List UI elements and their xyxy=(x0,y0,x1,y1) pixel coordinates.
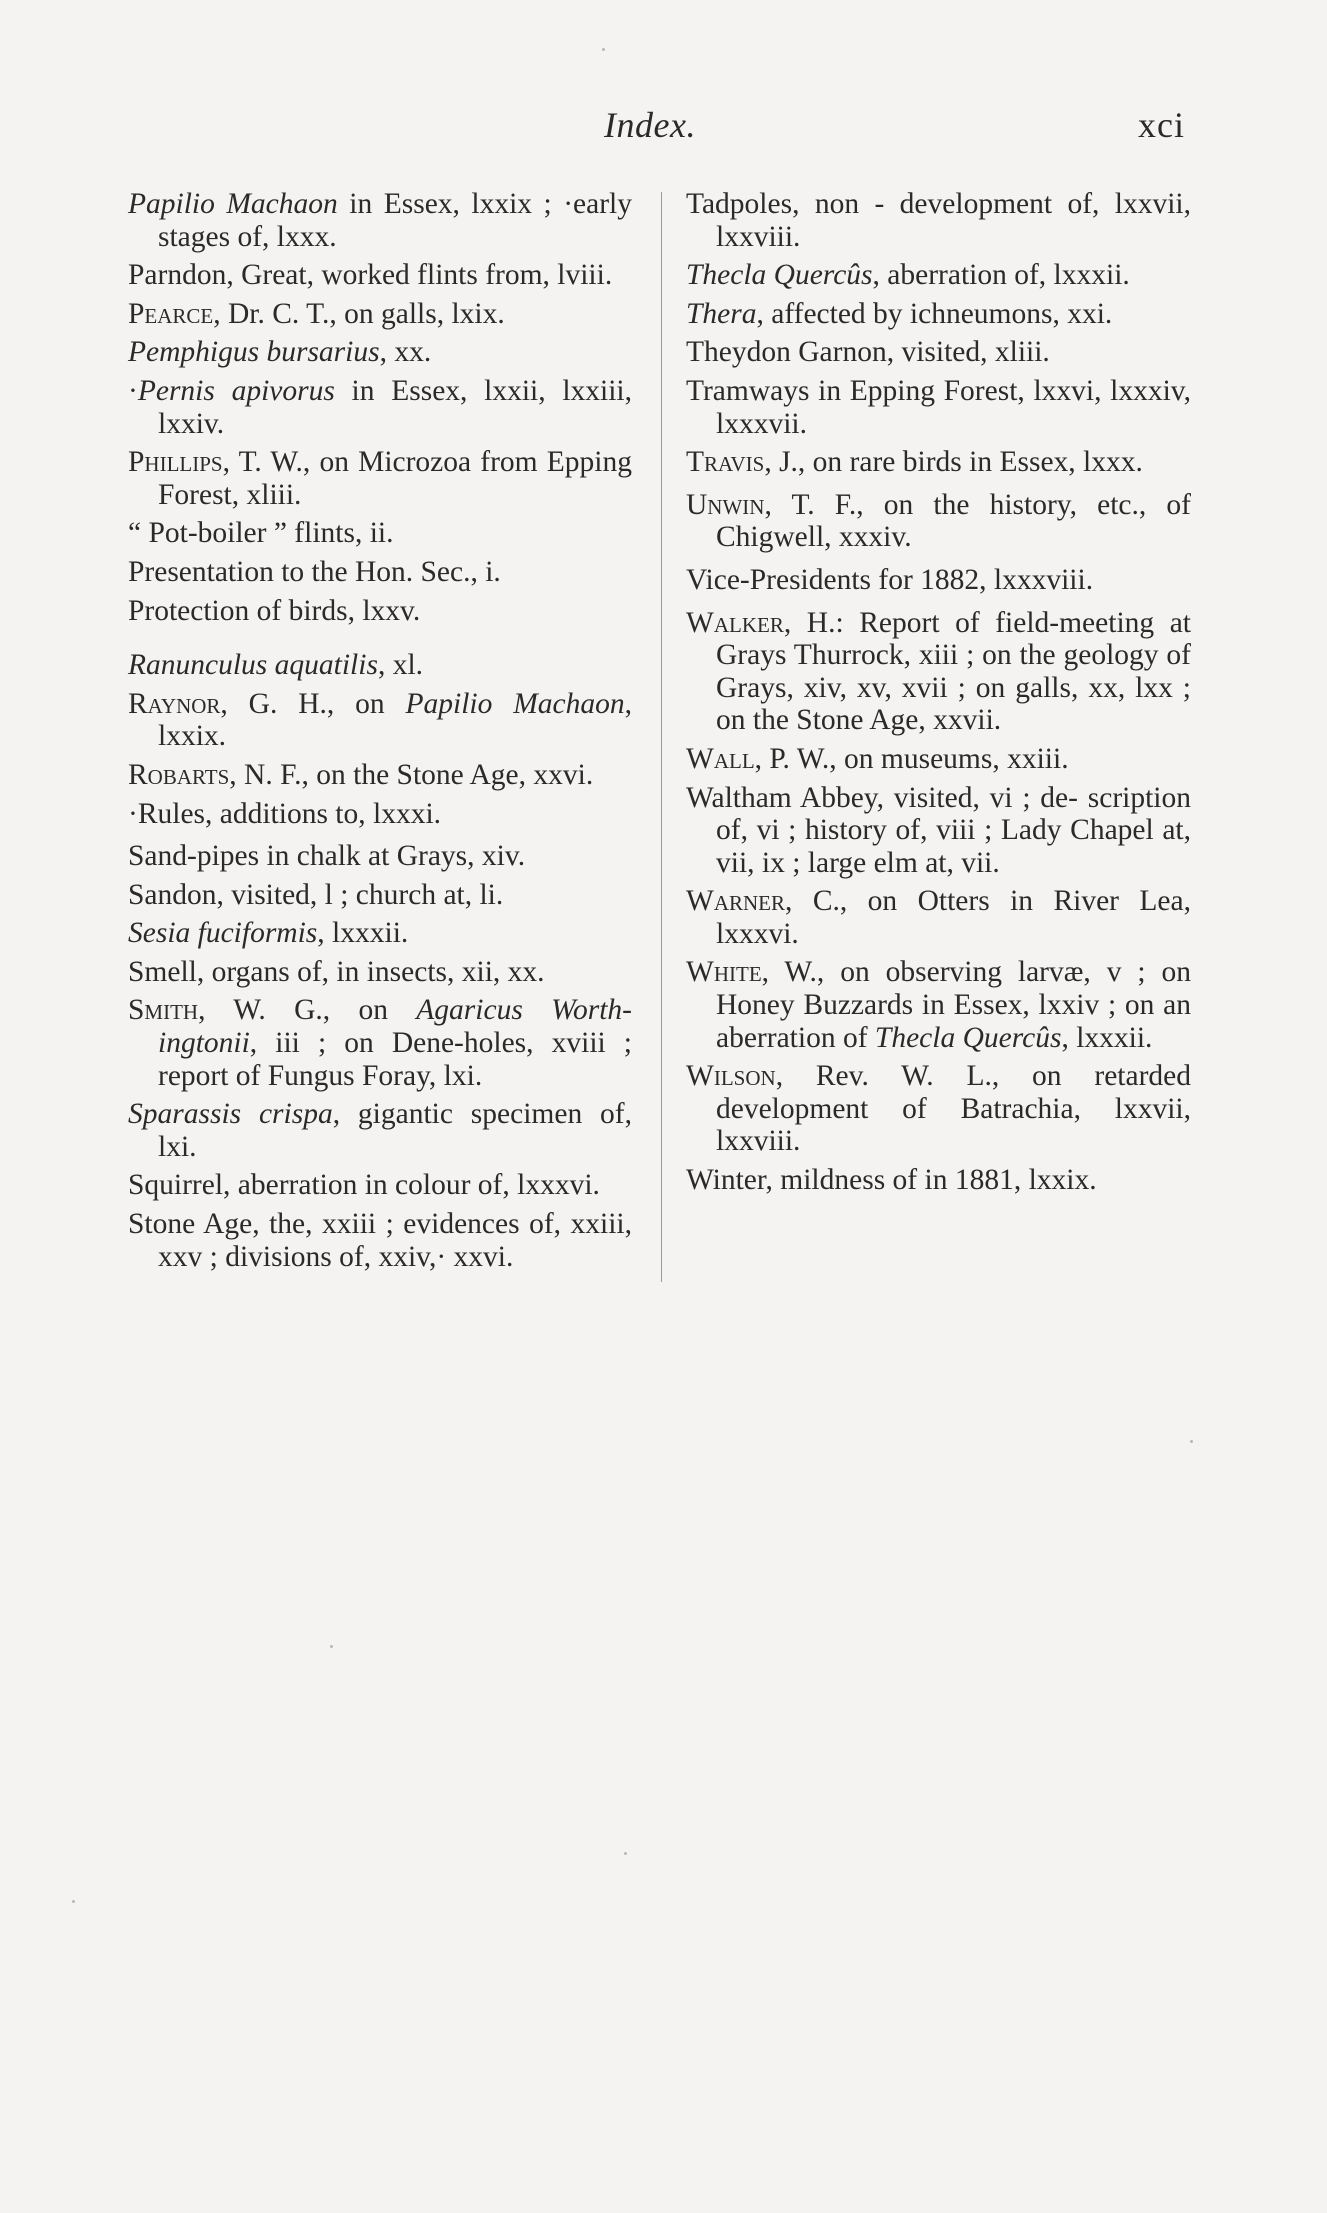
index-entry-text: Squirrel, aberration in colour of, lxxxvi. xyxy=(128,1169,600,1202)
index-entry xyxy=(686,259,1191,292)
index-entry-text: , iii ; on Dene-holes, xviii ; report of Fungus Foray, lxi. xyxy=(158,1027,632,1092)
index-entry xyxy=(128,517,632,550)
index-entry-text: , H.: Report of field-meeting at Grays Thurrock, xiii ; on the geology of Grays, xiv, xv, xvii ; on galls, xx, lxx ; on the Stone Age, xxvii. xyxy=(716,606,1191,737)
index-entry-text: Tadpoles, non - development of, lxxvii, lxxviii. xyxy=(686,188,1191,253)
index-entry-text: Sandon, visited, l ; church at, li. xyxy=(128,878,504,911)
index-entry xyxy=(128,956,632,989)
index-entry-text: Smith xyxy=(128,994,199,1027)
index-entry xyxy=(128,375,632,440)
index-entry xyxy=(128,840,632,873)
index-entry-text: Thera xyxy=(686,297,757,330)
paper-speck xyxy=(72,1900,75,1903)
index-entry-text: Unwin xyxy=(686,488,765,521)
index-entry-text: Walker xyxy=(686,606,784,639)
index-entry-text: Robarts xyxy=(128,758,230,791)
index-entry-text: , P. W., on museums, xxiii. xyxy=(754,742,1069,775)
index-entry-text: Tramways in Epping Forest, lxxvi, lxxxiv, lxxxvii. xyxy=(686,374,1191,440)
index-entry-text: Presentation to the Hon. Sec., i. xyxy=(128,555,501,588)
page-number: xci xyxy=(1138,105,1185,145)
index-entry-text: in Essex, lxxii, lxxiii, lxxiv. xyxy=(158,374,632,440)
index-entry-text: Winter, mildness of in 1881, lxxix. xyxy=(686,1164,1097,1197)
index-entry-text: Agaricus Worth- ingtonii xyxy=(158,994,632,1060)
index-entry xyxy=(686,607,1191,737)
index-entry-text: Protection of birds, lxxv. xyxy=(128,594,421,627)
index-entry-text: , Rev. W. L., on retarded development of Batrachia, lxxvii, lxxviii. xyxy=(716,1060,1191,1158)
index-entry xyxy=(128,649,632,682)
index-entry xyxy=(686,446,1191,479)
index-entry-text: Ranunculus aquatilis xyxy=(128,649,378,682)
index-entry xyxy=(128,188,632,253)
index-entry-text: · xyxy=(128,374,138,407)
index-entry xyxy=(686,336,1191,369)
index-entry-text: , gigantic specimen of, lxi. xyxy=(158,1098,632,1163)
index-entry xyxy=(128,1208,632,1273)
index-entry-text: , T. F., on the history, etc., of Chigwell, xxxiv. xyxy=(716,488,1191,554)
index-entry-text: Parndon, Great, worked flints from, lviii. xyxy=(128,259,613,292)
running-head-title: Index. xyxy=(604,105,696,145)
index-entry-text: Sand-pipes in chalk at Grays, xiv. xyxy=(128,840,526,873)
index-entry-text: Theydon Garnon, visited, xliii. xyxy=(686,336,1050,369)
index-entry xyxy=(686,743,1191,776)
paper-speck xyxy=(330,1645,333,1648)
index-entry-text: , W., on observing larvæ, v ; on Honey Buzzards in Essex, lxxiv ; on an aberration of xyxy=(716,956,1191,1054)
index-entry xyxy=(128,446,632,511)
index-entry xyxy=(686,956,1191,1054)
index-entry xyxy=(128,298,632,331)
column-divider xyxy=(661,192,662,1282)
index-entry-text: , Dr. C. T., on galls, lxix. xyxy=(213,297,505,330)
index-entry xyxy=(128,336,632,369)
index-entry-text: , W. G., on xyxy=(198,994,417,1027)
index-entry-text: Papilio Machaon xyxy=(128,188,338,220)
index-column-left xyxy=(128,188,632,1279)
index-entry-text: , lxxxii. xyxy=(317,917,409,950)
index-entry xyxy=(686,489,1191,554)
paper-speck xyxy=(624,1852,627,1855)
index-entry-text: Sesia fuciformis xyxy=(128,917,318,950)
index-entry-text: , affected by ichneumons, xxi. xyxy=(756,297,1113,330)
paper-speck xyxy=(1190,1440,1193,1443)
paper-speck xyxy=(602,48,605,51)
index-entry-text: Pemphigus bursarius xyxy=(128,336,380,369)
index-entry-text: Sparassis crispa xyxy=(128,1098,333,1131)
index-entry-text: , xl. xyxy=(377,649,424,682)
index-entry xyxy=(686,298,1191,331)
index-entry xyxy=(686,1060,1191,1158)
index-entry xyxy=(128,1098,632,1163)
index-entry-text: Waltham Abbey, visited, vi ; de- scription of, vi ; history of, viii ; Lady Chapel at, vii, ix ; large elm at, vii. xyxy=(686,781,1191,879)
index-entry-text: , lxxix. xyxy=(158,687,632,753)
index-entry-text: , lxxxii. xyxy=(1061,1021,1153,1054)
index-entry xyxy=(686,188,1191,253)
index-entry xyxy=(128,1169,632,1202)
index-entry xyxy=(128,994,632,1092)
index-entry-text: , C., on Otters in River Lea, lxxxvi. xyxy=(716,885,1191,950)
index-entry-text: , xx. xyxy=(379,336,432,369)
index-entry-text: Phillips xyxy=(128,446,223,479)
index-entry xyxy=(686,782,1191,880)
index-entry xyxy=(128,259,632,292)
index-entry-text: Stone Age, the, xxiii ; evidences of, xxiii, xxv ; divisions of, xxiv,· xxvi. xyxy=(128,1208,632,1273)
index-entry xyxy=(686,564,1191,597)
index-entry-text: ·Rules, additions to, lxxxi. xyxy=(128,797,442,830)
index-entry-text: Pernis apivorus xyxy=(137,374,335,407)
index-entry-text: Vice-Presidents for 1882, lxxxviii. xyxy=(686,563,1094,596)
index-entry xyxy=(686,1164,1191,1197)
index-entry-text: Wilson xyxy=(686,1060,776,1093)
index-entry xyxy=(686,375,1191,440)
index-entry xyxy=(128,879,632,912)
index-entry-text: , G. H., on xyxy=(220,687,406,720)
index-entry xyxy=(686,885,1191,950)
index-entry xyxy=(128,759,632,792)
index-entry-text: , N. F., on the Stone Age, xxvi. xyxy=(229,758,594,791)
index-entry xyxy=(128,595,632,628)
index-entry-text: Warner xyxy=(686,885,786,918)
index-entry-text: Wall xyxy=(686,742,755,775)
index-entry-text: , T. W., on Microzoa from Epping Forest, xliii. xyxy=(158,446,632,511)
index-entry-text: Smell, organs of, in insects, xii, xx. xyxy=(128,955,545,988)
index-entry-text: Papilio Machaon xyxy=(405,687,625,720)
index-entry-text: , J., on rare birds in Essex, lxxx. xyxy=(764,446,1143,479)
index-entry xyxy=(128,688,632,753)
index-entry xyxy=(128,798,632,831)
index-entry-text: Pearce xyxy=(128,297,214,330)
index-column-right xyxy=(686,188,1191,1203)
index-entry xyxy=(128,917,632,950)
index-entry-text: “ Pot-boiler ” flints, ii. xyxy=(128,517,394,550)
index-entry-text: , aberration of, lxxxii. xyxy=(872,259,1130,292)
index-entry-text: in Essex, lxxix ; ·early stages of, lxxx. xyxy=(158,188,633,253)
index-entry-text: Thecla Quercûs xyxy=(686,259,873,292)
index-entry-text: White xyxy=(686,956,762,989)
index-entry-text: Thecla Quercûs xyxy=(874,1021,1062,1054)
index-entry xyxy=(128,556,632,589)
index-entry-text: Raynor xyxy=(128,687,221,720)
index-entry-text: Travis xyxy=(686,446,765,479)
